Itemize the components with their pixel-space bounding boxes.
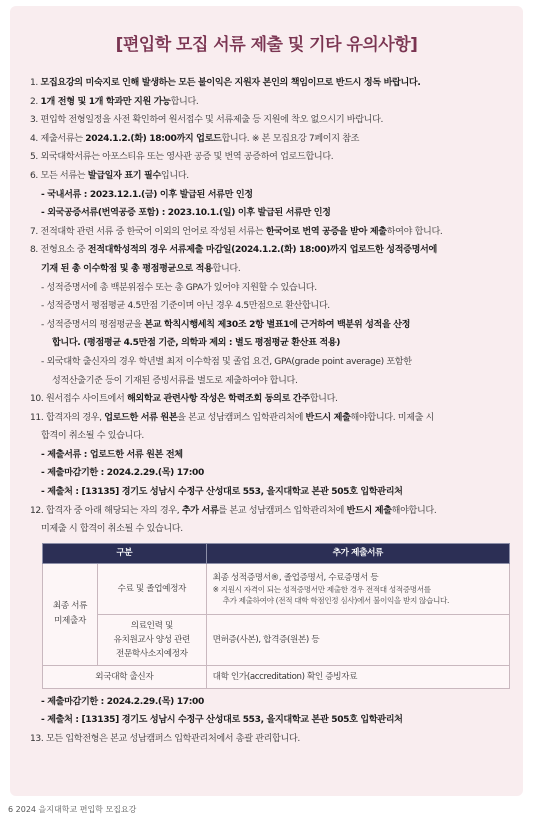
table-header-category: 구분 <box>43 543 207 563</box>
list-subitem-continued: 성적산출기준 등이 기재된 증빙서류를 별도로 제출하여야 합니다. <box>52 375 298 386</box>
list-subitem: - 제출마감기한 : 2024.2.29.(목) 17:00 <box>41 468 204 479</box>
table-documents-cell: 최종 성적증명서®, 졸업증명서, 수료증명서 등 ※ 지원시 자격이 되는 성적증명서만 제출한 경우 전적대 성적증명서를 추가 제출하여야 (전적 대학 학점인정 심사)에서 불이익을 받지 않습니다. <box>206 563 509 614</box>
list-item: 5. 외국대학서류는 아포스티유 또는 영사관 공증 및 번역 공증하여 업로드합니다. <box>30 152 334 163</box>
table-note: ※ 지원시 자격이 되는 성적증명서만 제출한 경우 전적대 성적증명서를 <box>212 584 431 594</box>
table-documents-cell: 면허증(사본), 합격증(원본) 등 <box>206 614 509 665</box>
list-item: 2. 1개 전형 및 1개 학과만 지원 가능합니다. <box>30 96 199 107</box>
table-category-cell: 의료인력 및 유치원교사 양성 관련 전문학사소지예정자 <box>98 614 207 665</box>
list-subitem: - 외국대학 출신자의 경우 학년별 최저 이수학점 및 졸업 요건, GPA(grade point average) 포함한 <box>41 356 412 367</box>
additional-documents-table <box>42 543 510 689</box>
list-subitem: - 제출서류 : 업로드한 서류 원본 전체 <box>41 449 183 460</box>
table-note: 추가 제출하여야 (전적 대학 학점인정 심사)에서 불이익을 받지 않습니다. <box>222 595 450 605</box>
table-documents-cell: 대학 인가(accreditation) 확인 증빙자료 <box>206 665 509 688</box>
list-subitem: - 외국공증서류(번역공증 포함) : 2023.10.1.(일) 이후 발급된 서류만 인정 <box>41 208 331 219</box>
list-item: 8. 전형요소 중 전적대학성적의 경우 서류제출 마감일(2024.1.2.(화) 18:00)까지 업로드한 성적증명서에 <box>30 245 437 256</box>
table-category-cell: 외국대학 출신자 <box>43 665 207 688</box>
table-header-documents: 추가 제출서류 <box>206 543 509 563</box>
table-row <box>43 665 510 688</box>
page-title: [편입학 모집 서류 제출 및 기타 유의사항] <box>115 35 418 55</box>
list-subitem: - 제출처 : [13135] 경기도 성남시 수정구 산성대로 553, 을지대학교 본관 505호 입학관리처 <box>41 715 403 726</box>
list-item: 13. 모든 입학전형은 본교 성남캠퍼스 입학관리처에서 총괄 관리합니다. <box>30 734 300 745</box>
page-footer: 6 2024 을지대학교 편입학 모집요강 <box>8 805 137 814</box>
table-group-cell: 최종 서류 미제출자 <box>43 563 98 665</box>
table-row <box>43 563 510 614</box>
list-subitem: - 국내서류 : 2023.12.1.(금) 이후 발급된 서류만 인정 <box>41 189 253 200</box>
list-item: 3. 편입학 전형일정을 사전 확인하여 원서접수 및 서류제출 등 지원에 착오 없으시기 바랍니다. <box>30 115 384 126</box>
list-item: 6. 모든 서류는 발급일자 표기 필수입니다. <box>30 170 189 181</box>
table-header-row <box>43 543 510 563</box>
list-item: 1. 모집요강의 미숙지로 인해 발생하는 모든 불이익은 지원자 본인의 책임이므로 반드시 정독 바랍니다. <box>30 78 421 88</box>
list-item: 7. 전적대학 관련 서류 중 한국어 이외의 언어로 작성된 서류는 한국어로 번역 공증을 받아 제출하여야 합니다. <box>30 226 443 237</box>
list-item-continued: 기재 된 총 이수학점 및 총 평점평균으로 적용합니다. <box>41 263 241 274</box>
list-item: 10. 원서접수 사이트에서 해외학교 관련사항 작성은 학력조회 동의로 간주합니다. <box>30 394 338 405</box>
list-subitem: - 제출마감기한 : 2024.2.29.(목) 17:00 <box>41 696 204 707</box>
list-subitem: - 제출처 : [13135] 경기도 성남시 수정구 산성대로 553, 을지대학교 본관 505호 입학관리처 <box>41 487 403 498</box>
notice-list <box>30 74 510 749</box>
list-subitem: - 성적증명서에 총 백분위점수 또는 총 GPA가 있어야 지원할 수 있습니다. <box>41 282 317 293</box>
table-category-cell: 수료 및 졸업예정자 <box>98 563 207 614</box>
list-item-continued: 미제출 시 합격이 취소될 수 있습니다. <box>41 524 183 535</box>
list-item: 12. 합격자 중 아래 해당되는 자의 경우, 추가 서류를 본교 성남캠퍼스 입학관리처에 반드시 제출해야합니다. <box>30 505 437 516</box>
list-item-continued: 합격이 취소될 수 있습니다. <box>41 431 144 442</box>
list-subitem-continued: 합니다. (평점평균 4.5만점 기준, 의학과 제외 : 별도 평점평균 환산표 적용) <box>52 338 341 349</box>
list-item: 4. 제출서류는 2024.1.2.(화) 18:00까지 업로드합니다. ※ 본 모집요강 7페이지 참조 <box>30 133 360 144</box>
table-row <box>43 614 510 665</box>
list-subitem: - 성적증명서 평점평균 4.5만점 기준이며 아닌 경우 4.5만점으로 환산합니다. <box>41 301 330 312</box>
list-item: 11. 합격자의 경우, 업로드한 서류 원본을 본교 성남캠퍼스 입학관리처에 반드시 제출해야합니다. 미제출 시 <box>30 412 435 423</box>
list-subitem: - 성적증명서의 평점평균을 본교 학칙시행세칙 제30조 2항 별표1에 근거하여 백분위 성적을 산정 <box>41 319 411 330</box>
